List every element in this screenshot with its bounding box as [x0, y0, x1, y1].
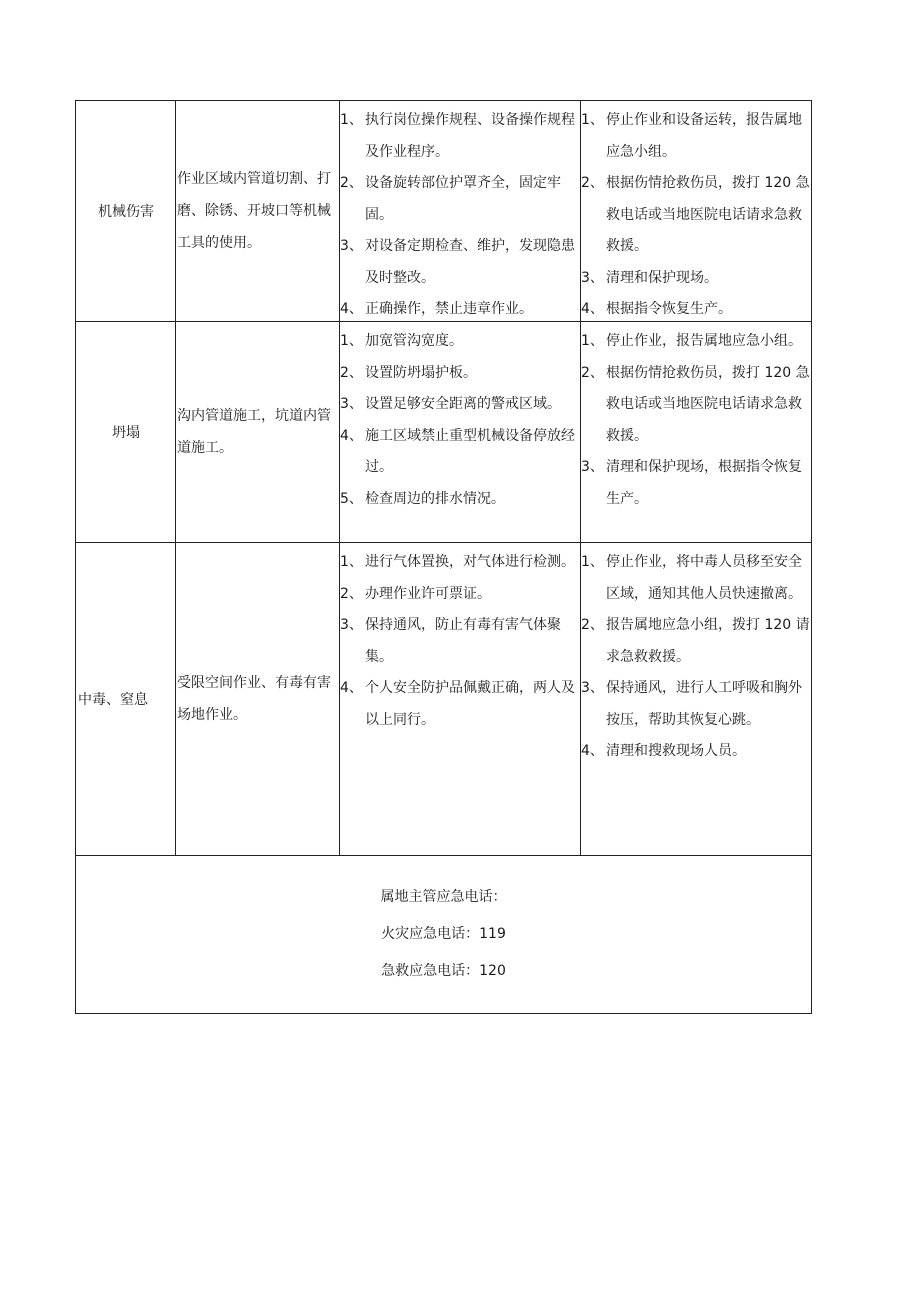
measure-item: 4、 正确操作，禁止违章作业。	[340, 301, 533, 317]
source-text: 作业区域内管道切割、打磨、除锈、开坡口等机械工具的使用。	[177, 171, 331, 251]
response-item: 1、 停止作业和设备运转，报告属地应急小组。	[581, 112, 802, 160]
source-cell	[176, 543, 340, 855]
measure-item: 2、 设备旋转部位护罩齐全，固定牢固。	[340, 175, 561, 223]
response-item: 1、 停止作业，报告属地应急小组。	[581, 333, 802, 349]
measure-item: 2、 办理作业许可票证。	[340, 585, 491, 602]
hazard-cell	[76, 322, 176, 542]
response-item: 2、 根据伤情抢救伤员，拨打 120 急救电话或当地医院电话请求急救救援。	[581, 175, 810, 254]
response-item: 3、 保持通风，进行人工呼吸和胸外按压，帮助其恢复心跳。	[581, 680, 802, 728]
measure-item: 1、 执行岗位操作规程、设备操作规程及作业程序。	[340, 112, 575, 160]
measure-item: 1、 加宽管沟宽度。	[340, 333, 463, 349]
measure-item: 3、 保持通风，防止有毒有害气体聚集。	[340, 617, 561, 665]
fire-emergency-phone: 火灾应急电话：119	[381, 926, 506, 942]
measure-item: 4、 施工区域禁止重型机械设备停放经过。	[340, 427, 575, 475]
source-text: 沟内管道施工，坑道内管道施工。	[177, 408, 331, 456]
hazard-label: 坍塌	[112, 425, 140, 441]
hazard-cell	[76, 543, 176, 855]
source-cell	[176, 101, 340, 321]
response-item: 4、 根据指令恢复生产。	[581, 301, 732, 317]
emergency-contacts	[76, 856, 811, 1013]
hazard-label: 机械伤害	[98, 204, 154, 220]
response-cell	[581, 547, 811, 855]
response-item: 2、 报告属地应急小组，拨打 120 请求急救救援。	[581, 617, 810, 665]
source-text: 受限空间作业、有毒有害场地作业。	[177, 675, 331, 723]
measure-item: 3、 设置足够安全距离的警戒区域。	[340, 396, 561, 412]
source-cell	[176, 322, 340, 542]
measures-cell	[340, 105, 580, 321]
response-item: 2、 根据伤情抢救伤员，拨打 120 急救电话或当地医院电话请求急救救援。	[581, 364, 810, 444]
local-supervisor-phone: 属地主管应急电话：	[380, 889, 507, 905]
response-cell	[581, 105, 811, 321]
response-item: 1、 停止作业，将中毒人员移至安全区域，通知其他人员快速撤离。	[581, 554, 802, 602]
response-item: 3、 清理和保护现场。	[581, 269, 718, 286]
measures-cell	[340, 326, 580, 542]
medical-emergency-phone: 急救应急电话：120	[381, 963, 506, 979]
response-cell	[581, 326, 811, 542]
measure-item: 3、 对设备定期检查、维护，发现隐患及时整改。	[340, 238, 575, 286]
measure-item: 1、 进行气体置换，对气体进行检测。	[340, 554, 575, 570]
measure-item: 2、 设置防坍塌护板。	[340, 364, 477, 381]
measure-item: 5、 检查周边的排水情况。	[340, 490, 505, 507]
response-item: 3、 清理和保护现场，根据指令恢复生产。	[581, 459, 802, 507]
emergency-table	[75, 100, 812, 1014]
measures-cell	[340, 547, 580, 855]
response-item: 4、 清理和搜救现场人员。	[581, 743, 746, 759]
hazard-cell	[76, 101, 176, 321]
hazard-label: 中毒、窒息	[78, 692, 148, 708]
measure-item: 4、 个人安全防护品佩戴正确，两人及以上同行。	[340, 680, 575, 728]
